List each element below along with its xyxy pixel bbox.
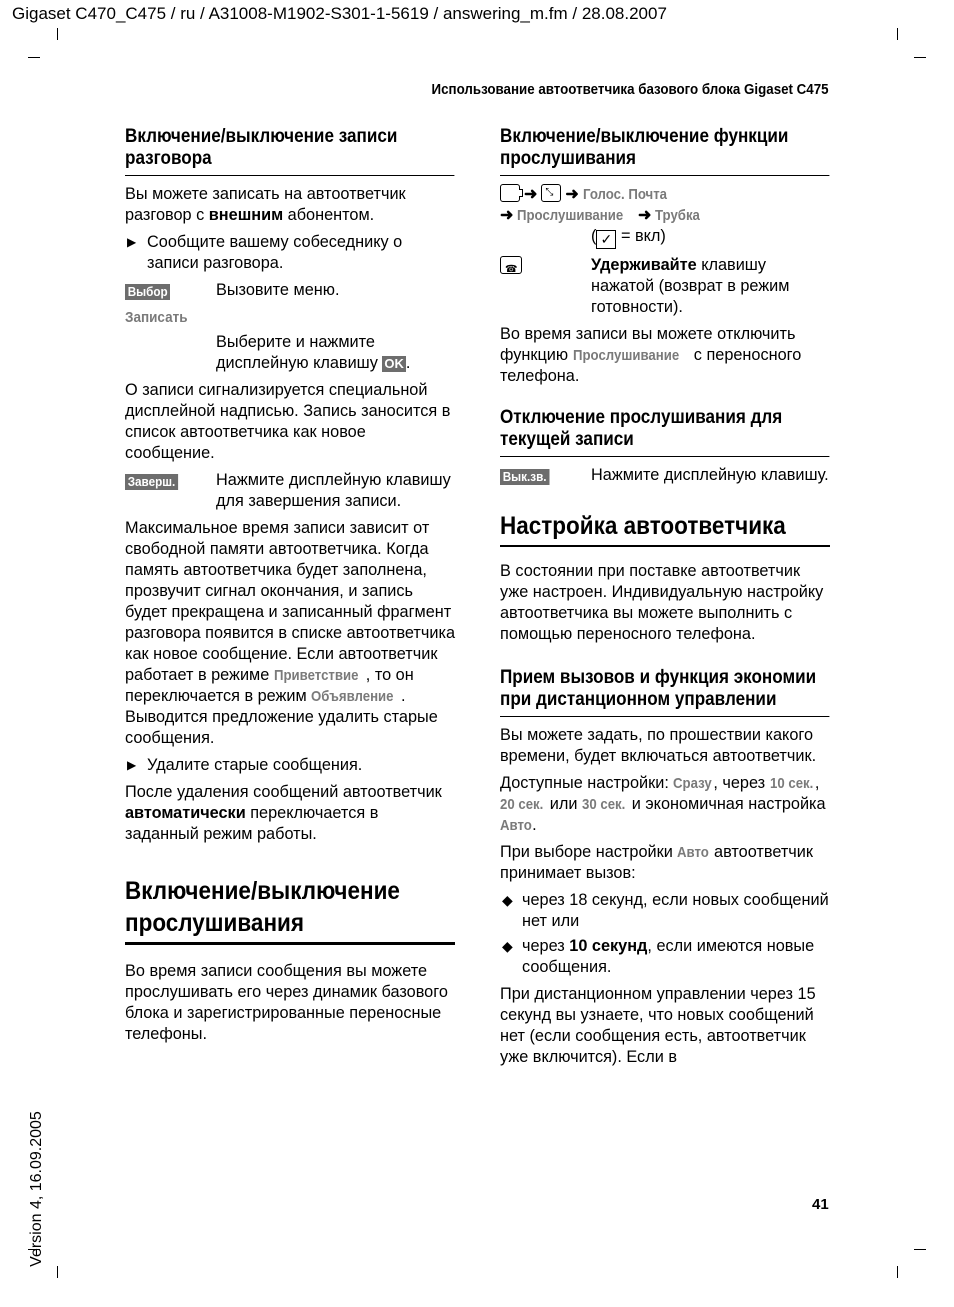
softkey-end[interactable]: Заверш. — [125, 474, 178, 490]
instruction-row: Выберите и нажмите дисплейную клавишу OK . — [216, 333, 411, 372]
triangle-bullet-icon: ▶ — [127, 235, 137, 249]
list-item: ◆ через 10 секунд, если имеются новые сообщения. — [502, 937, 815, 976]
menu-term: Приветствие — [273, 667, 359, 684]
crop-mark — [897, 28, 898, 40]
menu-term: 30 сек. — [581, 796, 626, 813]
record-info: О записи сигнализируется специальной дисплейной надписью. Запись заносится в список автоответчика как новое сообщение. — [125, 381, 451, 462]
instruction-text: Нажмите дисплейную клавишу для завершения записи. — [216, 471, 451, 510]
right-column — [500, 126, 830, 1074]
crop-mark — [914, 57, 926, 58]
menu-item-voicemail[interactable]: Голос. Почта — [582, 186, 667, 203]
instruction-row — [125, 280, 455, 301]
softkey-select[interactable]: Выбор — [125, 284, 170, 300]
list-item: ◆ через 18 секунд, если новых сообщений нет или — [502, 891, 829, 930]
crop-mark — [57, 1266, 58, 1278]
remote-paragraph: При дистанционном управлении через 15 секунд вы узнаете, что новых сообщений нет (если сообщения есть, автоответчик уже включится). Если в — [500, 985, 816, 1066]
section-title-receive: Прием вызовов и функция экономии при дистанционном управлении — [500, 667, 830, 717]
page-number: 41 — [812, 1196, 829, 1213]
end-call-key-icon[interactable]: ☎ — [500, 256, 522, 274]
record-intro: Вы можете записать на автоответчик разговор с внешним абонентом. — [125, 185, 406, 224]
crop-mark — [57, 28, 58, 40]
listen-paragraph: Во время записи сообщения вы можете прослушивать его через динамик базового блока и зарегистрированные переносные телефоны. — [125, 962, 448, 1043]
menu-path: ➜ Прослушивание ➜ Трубка — [500, 207, 701, 224]
available-settings: Доступные настройки: Сразу, через 10 сек. , 20 сек. или 30 сек. и экономичная настройка Авто. — [500, 774, 826, 834]
list-item: ▶ Удалите старые сообщения. — [127, 756, 363, 774]
version-label: Version 4, 16.09.2005 — [28, 1111, 45, 1267]
instruction-row — [125, 470, 455, 512]
left-column — [125, 126, 455, 1051]
auto-paragraph: При выборе настройки Авто автоответчик принимает вызов: — [500, 843, 814, 882]
running-head: Использование автоответчика базового блока Gigaset C475 — [431, 82, 829, 98]
instruction-row: ☎ Удерживайте клавишу нажатой (возврат в режим готовности). — [500, 255, 830, 318]
menu-term: Сразу — [673, 775, 713, 792]
checkbox-icon: ✓ — [596, 230, 616, 249]
menu-term: 10 сек. — [769, 775, 813, 792]
section-title-setup: Настройка автоответчика — [500, 512, 786, 540]
instruction-row — [500, 465, 830, 486]
menu-item-record[interactable]: Записать — [125, 309, 188, 326]
softkey-ok[interactable]: OK — [384, 356, 404, 371]
during-paragraph: Во время записи вы можете отключить функцию Прослушивание с переносного телефона. — [500, 325, 802, 385]
menu-term: Авто — [677, 844, 710, 861]
section-title-function: Включение/выключение функции прослушивания — [500, 126, 830, 176]
section-title-off: Отключение прослушивания для текущей записи — [500, 407, 830, 457]
receive-paragraph: Вы можете задать, по прошествии какого времени, будет включаться автоответчик. — [500, 726, 817, 765]
menu-term: 20 сек. — [500, 796, 544, 813]
after-delete-paragraph: После удаления сообщений автоответчик автоматически переключается в заданный режим работы. — [125, 783, 442, 843]
menu-item-listen[interactable]: Прослушивание — [517, 207, 624, 224]
list-item: ▶ Сообщите вашему собеседнику о записи разговора. — [127, 233, 403, 272]
menu-term: Прослушивание — [572, 347, 679, 364]
menu-path: ➜ ⤡ ➜ Голос. Почта — [500, 184, 830, 205]
setup-paragraph: В состоянии при поставке автоответчик уже настроен. Индивидуальную настройку автоответчика вы можете выполнить с помощью переносного телефона. — [500, 562, 824, 643]
crop-mark — [897, 1266, 898, 1278]
answering-machine-key-icon[interactable]: ⤡ — [541, 184, 561, 202]
section-title-listen: Включение/выключение прослушивания — [125, 877, 400, 937]
menu-term: Объявление — [311, 688, 394, 705]
triangle-bullet-icon: ▶ — [127, 758, 137, 772]
instruction-text: Нажмите дисплейную клавишу. — [591, 466, 829, 484]
max-time-paragraph: Максимальное время записи зависит от свободной памяти автоответчика. Когда память автоответчика будет заполнена, прозвучит сигнал окончания, и запись будет прекращена и записанный фрагмент разговора появится в списке автоответчика как новое сообщение. Если автоответчик работает в режиме Приветствие , то он переключается в режим Объявление . Выводится предложение удалить старые сообщения. — [125, 519, 455, 747]
crop-mark — [914, 1249, 926, 1250]
section-title-record: Включение/выключение записи разговора — [125, 126, 455, 176]
menu-key-icon[interactable] — [500, 184, 520, 202]
menu-term: Авто — [500, 817, 532, 834]
diamond-bullet-icon: ◆ — [502, 892, 513, 908]
softkey-mute[interactable]: Вык.зв. — [500, 469, 549, 485]
diamond-bullet-icon: ◆ — [502, 938, 513, 954]
menu-item-handset[interactable]: Трубка — [655, 207, 701, 224]
file-header: Gigaset C470_C475 / ru / A31008-M1902-S301-1-5619 / answering_m.fm / 28.08.2007 — [12, 4, 667, 23]
instruction-text: Вызовите меню. — [216, 281, 340, 299]
check-state: ( ✓ = вкл) — [591, 227, 666, 247]
crop-mark — [28, 57, 40, 58]
